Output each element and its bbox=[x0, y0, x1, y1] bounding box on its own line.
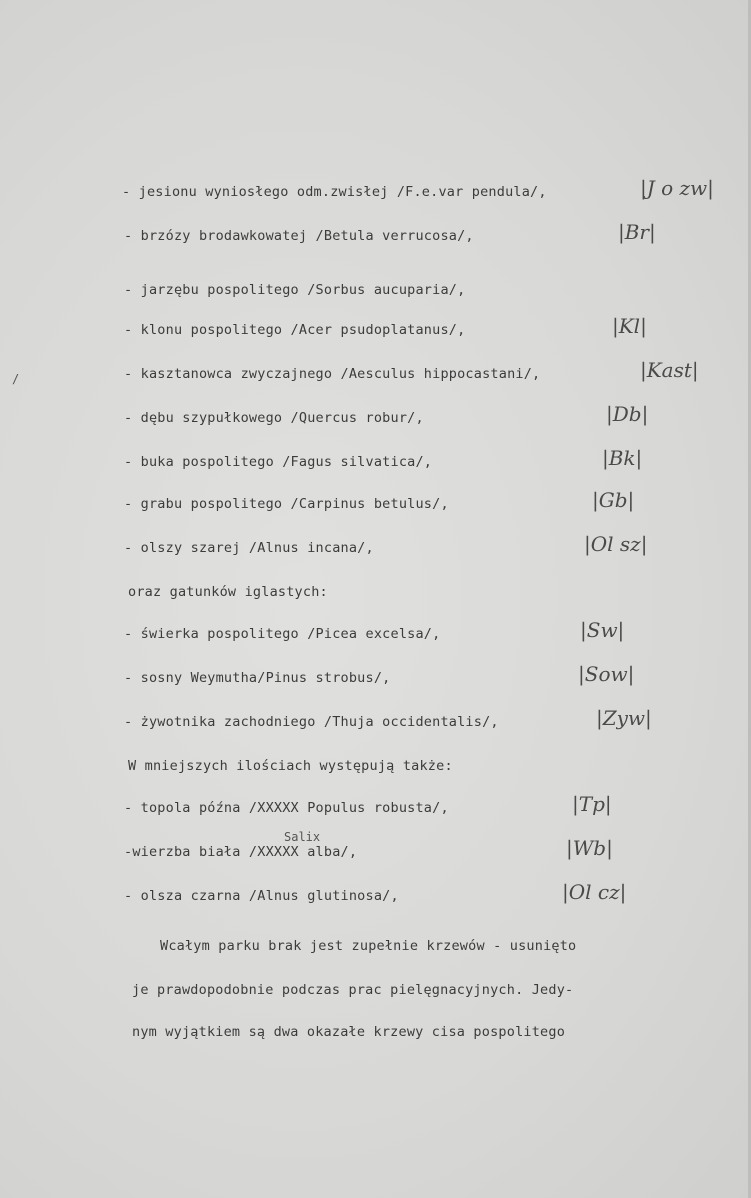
line-text: - dębu szypułkowego /Quercus robur/, bbox=[124, 410, 424, 426]
line-text: - żywotnika zachodniego /Thuja occidentalis/, bbox=[124, 714, 499, 730]
list-item bbox=[0, 176, 751, 206]
handwritten-note: |J o zw| bbox=[640, 176, 714, 200]
handwritten-note: |Wb| bbox=[566, 836, 613, 860]
line-text: - buka pospolitego /Fagus silvatica/, bbox=[124, 454, 433, 470]
handwritten-note: |Tp| bbox=[572, 792, 612, 816]
line-text: W mniejszych ilościach występują także: bbox=[128, 758, 453, 774]
line-text: - olszy szarej /Alnus incana/, bbox=[124, 540, 374, 556]
list-item bbox=[0, 446, 751, 476]
line-text: - jesionu wyniosłego odm.zwisłej /F.e.var pendula/, bbox=[122, 184, 547, 200]
handwritten-note: |Kl| bbox=[612, 314, 647, 338]
handwritten-note: |Ol sz| bbox=[584, 532, 648, 556]
line-text: - topola późna /XXXXX Populus robusta/, bbox=[124, 800, 449, 816]
list-item bbox=[0, 792, 751, 822]
line-text: oraz gatunków iglastych: bbox=[128, 584, 328, 600]
paragraph-text: je prawdopodobnie podczas prac pielęgnacyjnych. Jedy- bbox=[132, 982, 574, 998]
paragraph-text: Wcałym parku brak jest zupełnie krzewów - usunięto bbox=[160, 938, 577, 954]
list-item bbox=[0, 314, 751, 344]
line-text: -wierzba biała /XXXXX alba/, bbox=[124, 844, 358, 860]
paragraph-line bbox=[0, 1022, 751, 1046]
line-text: - klonu pospolitego /Acer psudoplatanus/, bbox=[124, 322, 466, 338]
line-text: - grabu pospolitego /Carpinus betulus/, bbox=[124, 496, 449, 512]
list-item bbox=[0, 662, 751, 692]
handwritten-note: |Sow| bbox=[578, 662, 635, 686]
line-text: - olsza czarna /Alnus glutinosa/, bbox=[124, 888, 399, 904]
list-item bbox=[0, 488, 751, 518]
handwritten-note: |Db| bbox=[606, 402, 649, 426]
list-item bbox=[0, 220, 751, 250]
handwritten-note: |Ol cz| bbox=[562, 880, 627, 904]
list-item bbox=[0, 618, 751, 648]
paragraph-text: nym wyjątkiem są dwa okazałe krzewy cisa pospolitego bbox=[132, 1024, 566, 1040]
margin-mark: / bbox=[12, 372, 20, 386]
section-heading bbox=[0, 582, 751, 606]
list-item bbox=[0, 706, 751, 736]
paragraph-line bbox=[0, 936, 751, 960]
line-text: - świerka pospolitego /Picea excelsa/, bbox=[124, 626, 441, 642]
paragraph-line bbox=[0, 980, 751, 1004]
list-item bbox=[0, 358, 751, 388]
handwritten-note: |Sw| bbox=[580, 618, 625, 642]
handwritten-note: |Kast| bbox=[640, 358, 699, 382]
handwritten-note: |Zyw| bbox=[596, 706, 652, 730]
handwritten-note: |Gb| bbox=[592, 488, 635, 512]
list-item bbox=[0, 402, 751, 432]
list-item bbox=[0, 532, 751, 562]
line-text: - sosny Weymutha/Pinus strobus/, bbox=[124, 670, 391, 686]
list-item bbox=[0, 880, 751, 910]
line-text: - kasztanowca zwyczajnego /Aesculus hippocastani/, bbox=[124, 366, 541, 382]
section-heading bbox=[0, 756, 751, 780]
line-text: - brzózy brodawkowatej /Betula verrucosa/, bbox=[124, 228, 474, 244]
line-text: - jarzębu pospolitego /Sorbus aucuparia/, bbox=[124, 282, 466, 298]
handwritten-note: |Br| bbox=[618, 220, 656, 244]
handwritten-note: |Bk| bbox=[602, 446, 643, 470]
list-item bbox=[0, 280, 751, 304]
list-item bbox=[0, 830, 751, 866]
overstrike-word: Salix bbox=[284, 830, 321, 844]
